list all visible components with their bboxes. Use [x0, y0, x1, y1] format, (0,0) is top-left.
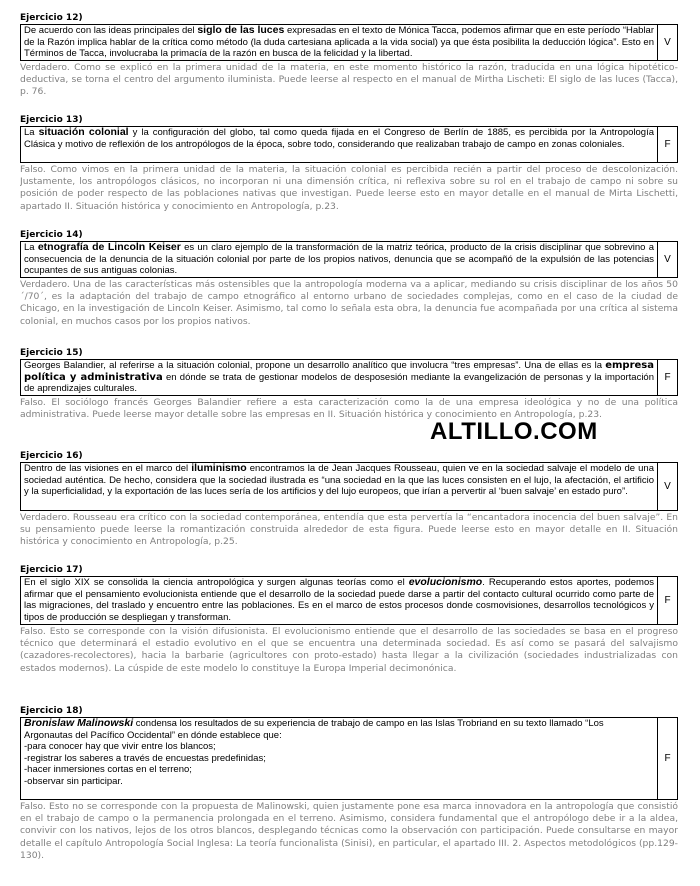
- explanation-text: Falso. El sociólogo francés Georges Balandier refiere a esta caracterización como la de una empresa ideológica y no de una política administrativa. Puede leerse mayor detalle sobre las empresas en II. Situación histórica y conocimiento en Antropología, p.23.: [20, 397, 678, 421]
- statement-text: En el siglo XIX se consolida la ciencia antropológica y surgen algunas teorías como el evolucionismo. Recuperando estos aportes, podemos afirmar que el pensamiento evolucionista entiende que el desarrollo de la sociedad puede darse a partir del contacto cultural ocurrido como parte de las migraciones, del traslado y encuentro entre las poblaciones. Es en el marco de estos procesos donde cosmovisiones, desarrollos tecnológicos y tipos de producción se despliegan y transforman.: [24, 577, 654, 623]
- key-term: situación colonial: [38, 127, 129, 138]
- statement-list-item: -observar sin participar.: [24, 775, 123, 787]
- exercise-label: Ejercicio 12): [20, 13, 83, 23]
- exercise-label: Ejercicio 14): [20, 230, 83, 240]
- exercise-13: [20, 115, 678, 213]
- explanation-text: Verdadero. Rousseau era crítico con la sociedad contemporánea, entendía que esta pervertía la “encantadora inocencia del buen salvaje”. En su pensamiento puede leerse la romantización construida alrededor de esta figura. Puede leerse esto en mayor detalle en II. Situación histórica y conocimiento en Antropología, p.25.: [20, 512, 678, 548]
- statement-text: Bronislaw Malinowski condensa los resultados de su experiencia de trabajo de campo en las Islas Trobriand en su texto llamado “Los Argonautas del Pacífico Occidental” en dónde establece que: -para conocer hay que vivir entre los blancos; -registrar los saberes a través de encuestas predefinidas; -hacer inmersiones cortas en el terreno; -observar sin participar.: [21, 718, 657, 799]
- exercise-label: Ejercicio 15): [20, 348, 83, 358]
- exercise-17: [20, 565, 678, 675]
- statement-text: De acuerdo con las ideas principales del siglo de las luces expresadas en el texto de Mónica Tacca, podemos afirmar que en este período “Hablar de la Razón implica hablar de la crítica como método (la duda cartesiana aplicada a la vida social) ya que ésta posibilita la deducción lógica”. Esto en Términos de Tacca, involucraba la primacía de la razón en busca de la felicidad y la libertad.: [24, 25, 655, 60]
- answer-cell: V: [657, 242, 677, 277]
- explanation-text: Falso. Esto no se corresponde con la propuesta de Malinowski, quien justamente pone esa marca innovadora en la antropología que consistió en el trabajo de campo o la permanencia prolongada en el terreno. Asimismo, considera fundamental que el antropólogo debe ir a la aldea, convivir con los nativos, lejos de los otros blancos, desplegando técnicas como la observación con participación. Puede consultarse en mayor detalle el capítulo Antropología Social Inglesa: La teoría funcionalista (Sinisi), en particular, el apartado III. 2. Aspectos metodológicos (pp.129-130).: [20, 801, 678, 861]
- statement-box: [20, 717, 678, 800]
- statement-box: [20, 462, 678, 511]
- key-term: Bronislaw Malinowski: [24, 718, 134, 729]
- exercise-18: [20, 706, 678, 862]
- explanation-text: Falso. Esto se corresponde con la visión difusionista. El evolucionismo entiende que el desarrollo de las sociedades se basa en el progreso técnico que determinará el estadio evolutivo en el que se encuentra una determinada sociedad. Es así como se pasará del salvajismo (cazadores-recolectores), hacia la barbarie (agricultores con proto-estado) hasta llegar a la civilización (sociedades industrializadas con estados modernos). La cúspide de este modelo lo constituye la Europa Imperial decimonónica.: [20, 626, 678, 674]
- key-term: empresa política y administrativa: [24, 360, 654, 383]
- altillo-watermark: ALTILLO.COM: [430, 418, 598, 445]
- exercise-label: Ejercicio 13): [20, 115, 83, 125]
- key-term: evolucionismo: [408, 577, 483, 588]
- answer-cell: V: [657, 25, 677, 60]
- statement-text: La etnografía de Lincoln Keiser es un claro ejemplo de la transformación de la matriz teórica, producto de la crisis disciplinar que sobrevino a consecuencia de la denuncia de la situación colonial por parte de los propios nativos, denuncia que se acompañó de la expulsión de las potencias ocupantes de sus antiguas colonias.: [24, 242, 654, 277]
- statement-text: La situación colonial y la configuración del globo, tal como queda fijada en el Congreso de Berlín de 1885, es percibida por la Antropología Clásica y motivo de reflexión de los antropólogos de la época, sobre todo, considerando que realizaban trabajo de campo en zonas coloniales.: [24, 127, 654, 150]
- explanation-text: Verdadero. Como se explicó en la primera unidad de la materia, en este momento histórico la razón, traducida en una lógica hipotético-deductiva, se torna el centro del argumento iluminista. Puede leerse al respecto en el manual de Mirtha Lischeti: El siglo de las luces (Tacca), p. 76.: [20, 62, 678, 98]
- statement-list-item: -registrar los saberes a través de encuestas predefinidas;: [24, 752, 266, 764]
- exercise-label: Ejercicio 16): [20, 451, 83, 461]
- exercise-label: Ejercicio 17): [20, 565, 83, 575]
- answer-cell: V: [657, 463, 677, 510]
- statement-list-item: -hacer inmersiones cortas en el terreno;: [24, 764, 192, 776]
- statement-box: [20, 241, 678, 278]
- statement-box: [20, 126, 678, 163]
- statement-text: Dentro de las visiones en el marco del iluminismo encontramos la de Jean Jacques Rousseau, quien ve en la sociedad salvaje el modelo de una sociedad auténtica. De hecho, considera que la sociedad ilustrada es “una sociedad en la que las luces consisten en el lujo, la afectación, el artificio y la superficialidad, y la exportación de las luces sería de los artificios y del lujo europeos, que irían a pervertir al ‘buen salvaje’ en estado puro”.: [24, 463, 654, 498]
- exercise-14: [20, 230, 678, 328]
- statement-text: Georges Balandier, al referirse a la situación colonial, propone un desarrollo analítico que involucra “tres empresas”. Una de ellas es la empresa política y administrativa en dónde se trata de gestionar modelos de desposesión mediante la evangelización de personas y la importación de aprendizajes culturales.: [24, 360, 654, 395]
- answer-cell: F: [657, 360, 677, 395]
- answer-cell: F: [657, 577, 677, 624]
- exercise-16: [20, 451, 678, 549]
- statement-box: [20, 24, 678, 61]
- answer-cell: F: [657, 127, 677, 162]
- key-term: siglo de las luces: [197, 25, 285, 36]
- explanation-text: Verdadero. Una de las características más ostensibles que la antropología moderna va a aplicar, mediando su crisis disciplinar de los años 50´/70´, es la adaptación del trabajo de campo etnográfico al entorno urbano de sociedades complejas, como en el caso de la ciudad de Chicago, en la investigación de Lincoln Keiser. Asimismo, tal como lo señala esta obra, la denuncia fue acompañada por una crítica al sistema colonial, en muchos casos por los propios nativos.: [20, 279, 678, 327]
- statement-list-item: -para conocer hay que vivir entre los blancos;: [24, 741, 216, 753]
- exercise-15: [20, 348, 678, 421]
- key-term: etnografía de Lincoln Keiser: [37, 242, 181, 253]
- statement-box: [20, 359, 678, 396]
- answer-cell: F: [657, 718, 677, 799]
- exercise-label: Ejercicio 18): [20, 706, 83, 716]
- explanation-text: Falso. Como vimos en la primera unidad de la materia, la situación colonial es percibida recién a partir del proceso de descolonización. Justamente, los antropólogos clásicos, no incorporan ni una dimensión crítica, ni reflexiva sobre su rol en el trabajo de campo ni sobre su posición de poder respecto de las poblaciones nativas que investigan. Puede leerse esto en mayor detalle en el manual de Mirta Lischetti, apartado II. Situación histórica y conocimiento en Antropología, p.23.: [20, 164, 678, 212]
- key-term: iluminismo: [191, 463, 247, 474]
- statement-box: [20, 576, 678, 625]
- exercise-12: [20, 13, 678, 99]
